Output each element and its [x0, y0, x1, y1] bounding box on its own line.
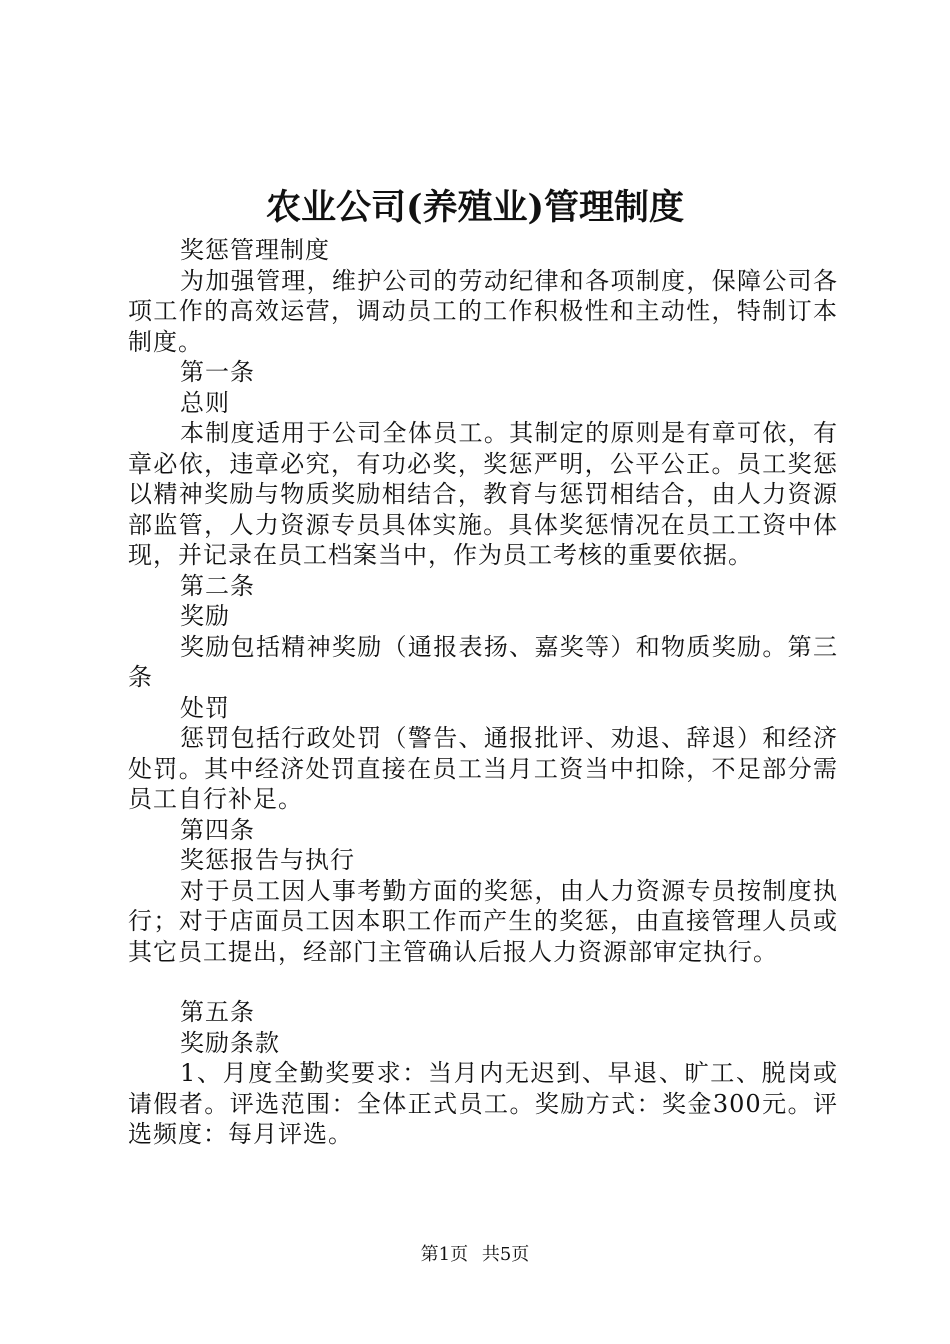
article-title: 处罚 — [180, 693, 230, 722]
paragraph-penalties: 惩罚包括行政处罚（警告、通报批评、劝退、辞退）和经济处罚。其中经济处罚直接在员工当月工资当中扣除，不足部分需员工自行补足。 — [128, 724, 838, 813]
section-heading: 奖惩管理制度 — [180, 236, 330, 264]
article-number: 第四条 — [180, 815, 255, 844]
page-footer — [0, 1243, 950, 1267]
article-number: 第五条 — [180, 998, 255, 1026]
document-body — [128, 235, 838, 1150]
paragraph-execution: 对于员工因人事考勤方面的奖惩，由人力资源专员按制度执行；对于店面员工因本职工作而产生的奖惩，由直接管理人员或其它员工提出，经部门主管确认后报人力资源部审定执行。 — [128, 876, 838, 966]
paragraph-rewards: 奖励包括精神奖励（通报表扬、嘉奖等）和物质奖励。第三条 — [128, 632, 838, 691]
page-number: 第1页 — [420, 1244, 469, 1265]
paragraph-attendance-award: 1、月度全勤奖要求：当月内无迟到、早退、旷工、脱岗或请假者。评选范围：全体正式员工。奖励方式：奖金300元。评选频度：每月评选。 — [128, 1059, 838, 1148]
article-number: 第一条 — [180, 358, 255, 386]
article-title: 奖惩报告与执行 — [180, 846, 355, 874]
article-title: 奖励 — [180, 602, 230, 630]
article-number: 第二条 — [180, 571, 255, 600]
document-title: 农业公司(养殖业)管理制度 — [265, 187, 685, 228]
article-title: 总则 — [180, 388, 230, 417]
paragraph-intro: 为加强管理，维护公司的劳动纪律和各项制度，保障公司各项工作的高效运营，调动员工的工作积极性和主动性，特制订本制度。 — [128, 266, 838, 356]
paragraph-general: 本制度适用于公司全体员工。其制定的原则是有章可依，有章必依，违章必究，有功必奖，奖惩严明，公平公正。员工奖惩以精神奖励与物质奖励相结合，教育与惩罚相结合，由人力资源部监管，人力资源专员具体实施。具体奖惩情况在员工工资中体现，并记录在员工档案当中，作为员工考核的重要依据。 — [128, 419, 838, 569]
article-title: 奖励条款 — [180, 1028, 280, 1057]
page-total: 共5页 — [481, 1244, 530, 1265]
